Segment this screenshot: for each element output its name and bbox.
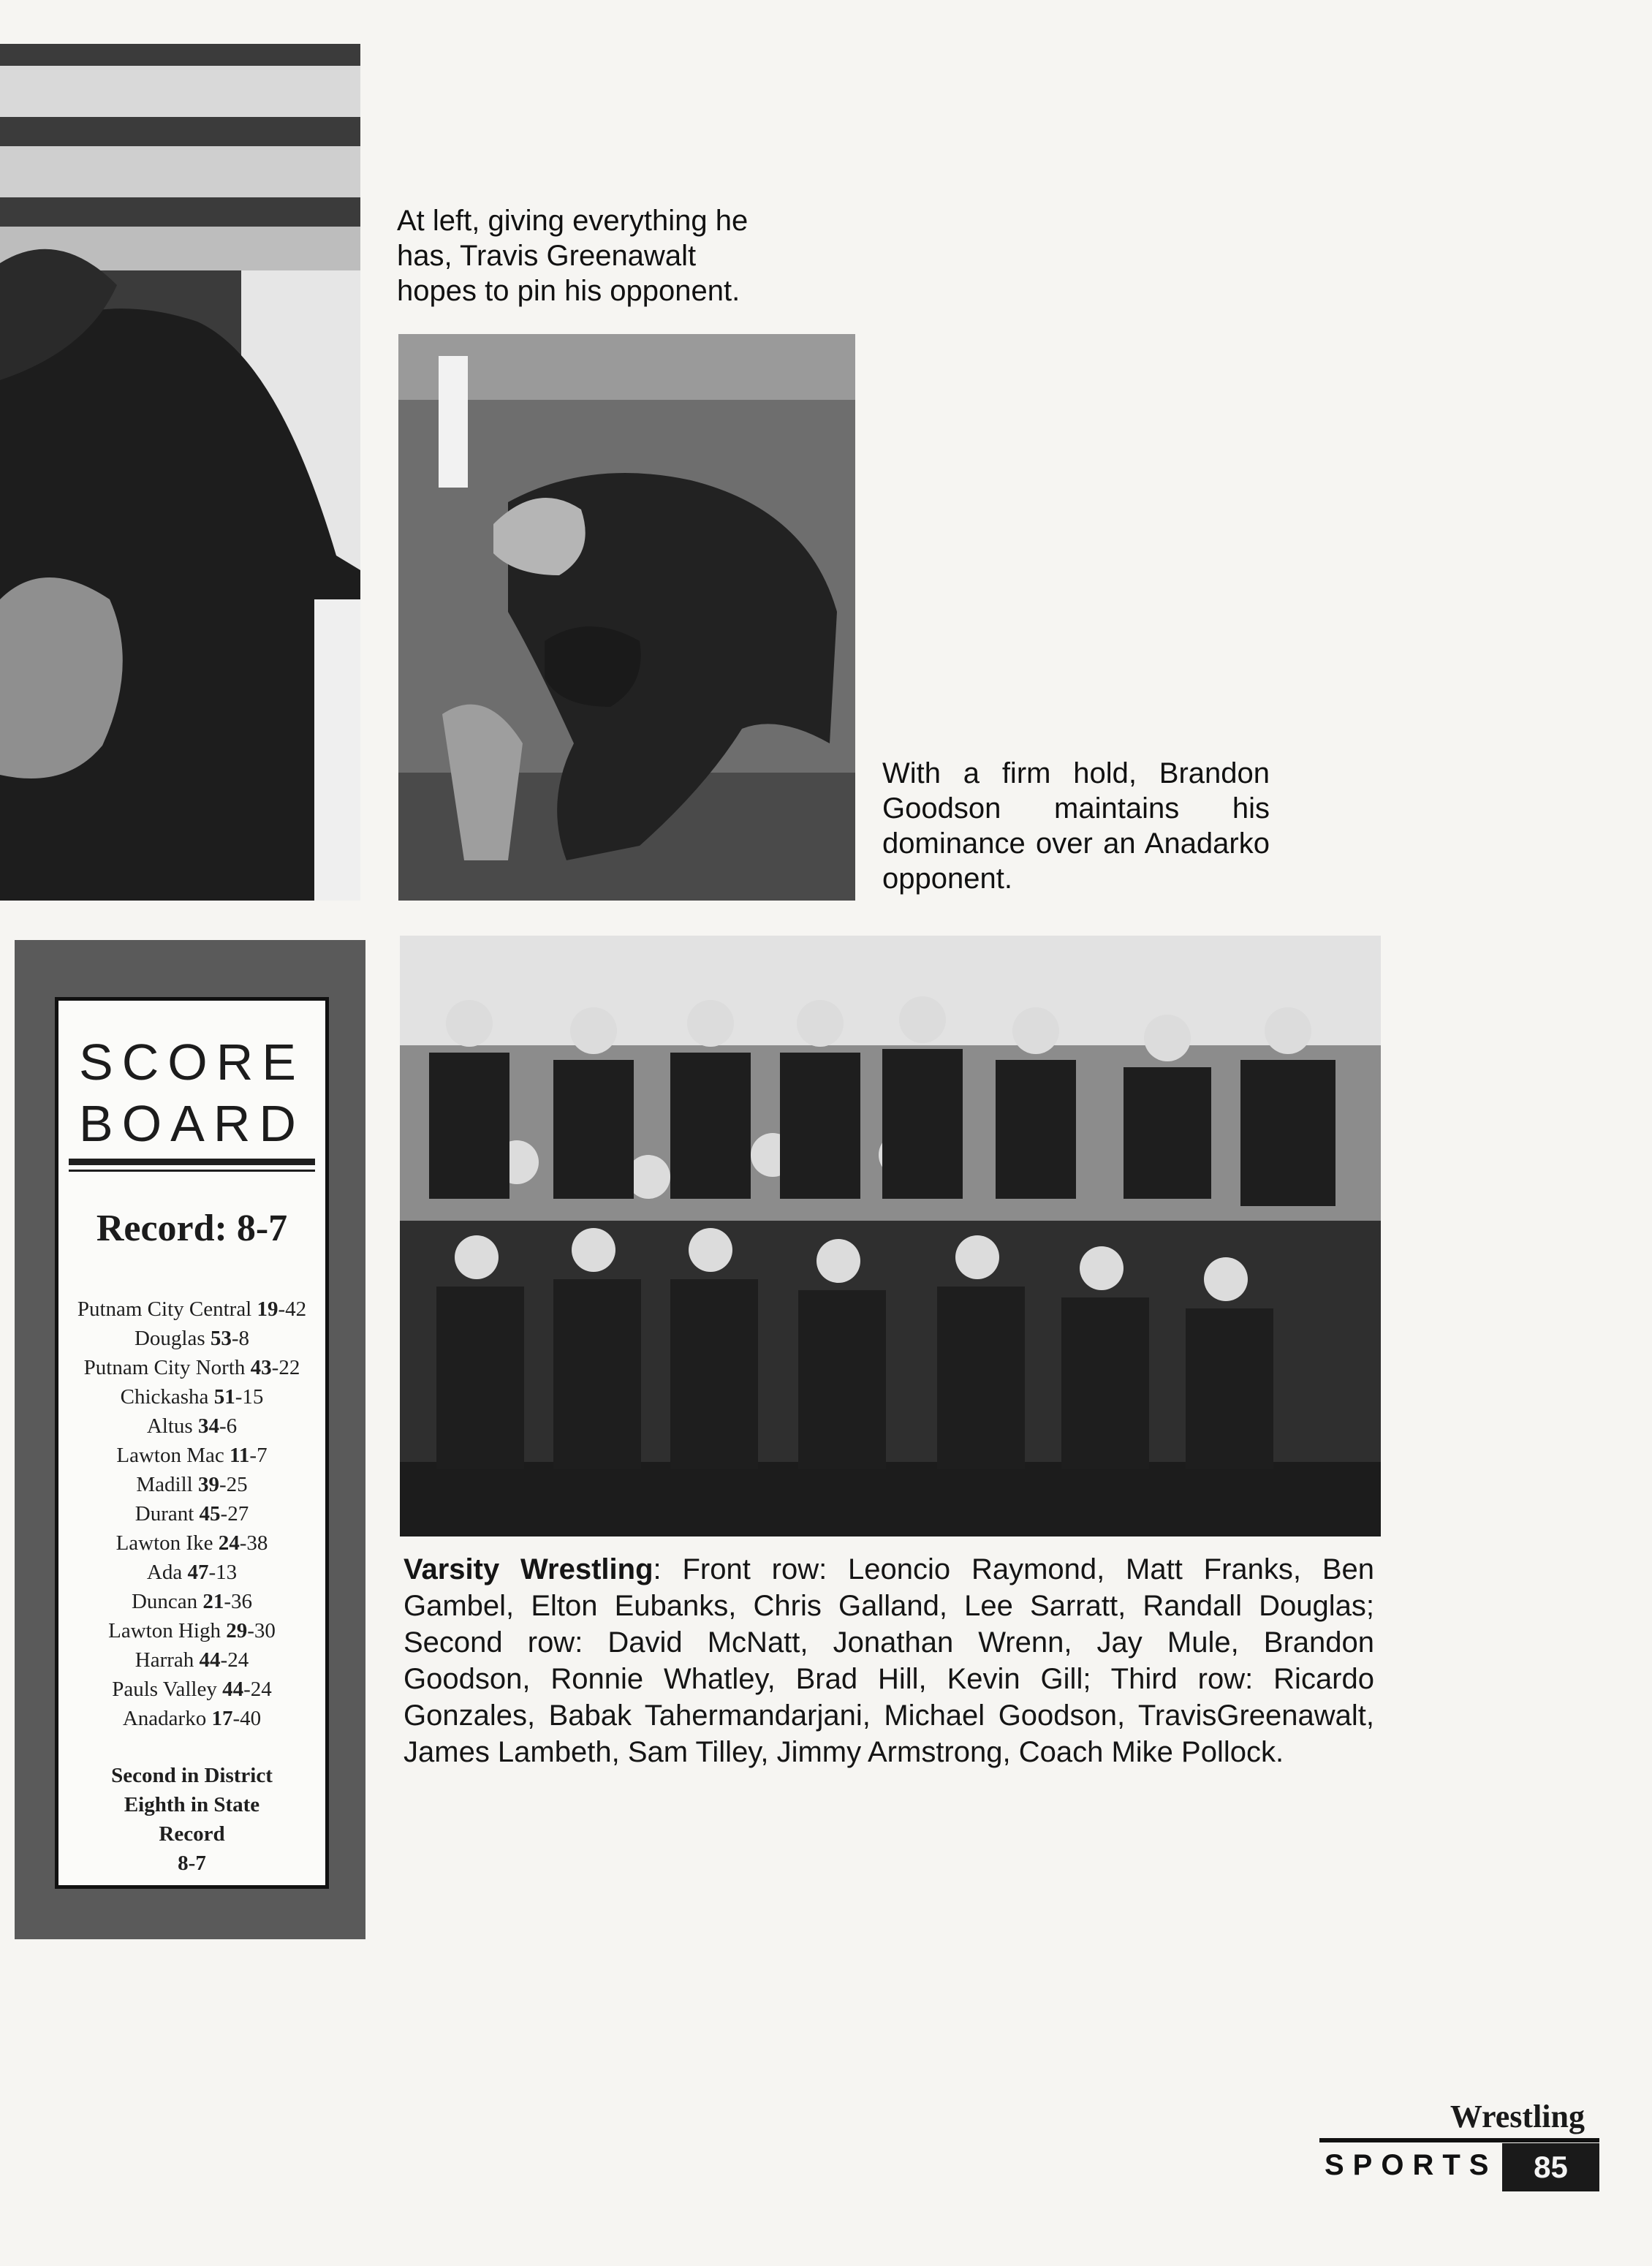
- game-opponent: Harrah: [134, 1648, 194, 1672]
- game-opponent: Durant: [134, 1502, 194, 1526]
- game-opponent: Chickasha: [120, 1385, 209, 1409]
- season-summary: [58, 1761, 325, 1878]
- game-our-score: 44: [222, 1678, 244, 1701]
- game-result: [58, 1587, 325, 1616]
- game-opponent: Douglas: [134, 1327, 205, 1350]
- game-our-score: 11: [230, 1444, 250, 1467]
- wrestling-action-photo: [398, 334, 855, 901]
- game-opponent: Pauls Valley: [112, 1678, 217, 1701]
- scoreboard-title-line1: SCORE: [79, 1034, 305, 1091]
- game-opponent: Lawton Ike: [115, 1531, 213, 1555]
- game-our-score: 44: [199, 1648, 221, 1672]
- game-our-score: 53: [210, 1327, 232, 1350]
- game-our-score: 17: [211, 1707, 233, 1730]
- game-opponent: Altus: [146, 1414, 193, 1438]
- varsity-wrestling-team-photo: [400, 936, 1381, 1536]
- game-their-score: -40: [232, 1707, 262, 1730]
- summary-line: 8-7: [178, 1852, 206, 1875]
- game-their-score: -25: [219, 1473, 248, 1496]
- scoreboard-title: [58, 1031, 325, 1154]
- wrestler-photo-left: [0, 44, 360, 901]
- game-their-score: -36: [224, 1590, 253, 1613]
- game-result: [58, 1616, 325, 1645]
- game-result: [58, 1528, 325, 1558]
- game-result: [58, 1411, 325, 1441]
- scoreboard-rule-thin: [69, 1170, 315, 1172]
- game-our-score: 45: [199, 1502, 221, 1526]
- caption-middle: With a firm hold, Brandon Goodson maintains his dominance over an Anadarko opponent.: [882, 757, 1270, 895]
- page-number-box: [1502, 2143, 1599, 2191]
- game-opponent: Lawton Mac: [116, 1444, 224, 1467]
- game-opponent: Anadarko: [122, 1707, 207, 1730]
- summary-line: Eighth in State: [124, 1793, 260, 1816]
- game-our-score: 34: [197, 1414, 219, 1438]
- game-our-score: 21: [202, 1590, 224, 1613]
- game-opponent: Ada: [146, 1561, 183, 1584]
- game-our-score: 47: [187, 1561, 209, 1584]
- game-result: [58, 1382, 325, 1411]
- game-opponent: Putnam City Central: [77, 1297, 252, 1321]
- summary-line: Second in District: [111, 1764, 273, 1787]
- game-their-score: -6: [219, 1414, 238, 1438]
- game-result: [58, 1675, 325, 1704]
- game-result: [58, 1470, 325, 1499]
- game-our-score: 24: [218, 1531, 240, 1555]
- game-result: [58, 1499, 325, 1528]
- team-caption: [403, 1551, 1374, 1770]
- sports-label: SPORTS: [1325, 2149, 1498, 2181]
- game-result: [58, 1353, 325, 1382]
- game-result: [58, 1295, 325, 1324]
- game-their-score: -38: [239, 1531, 268, 1555]
- team-caption-text: : Front row: Leoncio Raymond, Matt Franks, Ben Gambel, Elton Eubanks, Chris Galland, Lee Sarratt, Randall Douglas; Second row: David McNatt, Jonathan Wrenn, Jay Mule, Brandon Goodson, Ronnie Whatley, Brad Hill, Kevin Gill; Third row: Ricardo Gonzales, Babak Tahermandarjani, Michael Goodson, TravisGreenawalt, James Lambeth, Sam Tilley, Jimmy Armstrong, Coach Mike Pollock.: [403, 1553, 1375, 1768]
- game-opponent: Madill: [136, 1473, 193, 1496]
- game-their-score: -24: [220, 1648, 249, 1672]
- game-result: [58, 1441, 325, 1470]
- game-our-score: 19: [257, 1297, 279, 1321]
- game-our-score: 43: [250, 1356, 272, 1379]
- game-their-score: -27: [220, 1502, 249, 1526]
- team-caption-label: Varsity Wrestling: [403, 1553, 653, 1585]
- game-result: [58, 1704, 325, 1733]
- summary-line: Record: [159, 1822, 225, 1846]
- game-opponent: Lawton High: [108, 1619, 221, 1642]
- scoreboard: [55, 997, 329, 1889]
- footer-rule: [1319, 2138, 1599, 2142]
- game-their-score: -13: [208, 1561, 238, 1584]
- game-result: [58, 1558, 325, 1587]
- caption-top: At left, giving everything he has, Travis Greenawalt hopes to pin his opponent.: [397, 205, 749, 307]
- page-number: 85: [1534, 2150, 1568, 2184]
- game-opponent: Putnam City North: [83, 1356, 246, 1379]
- section-title: Wrestling: [1450, 2099, 1585, 2134]
- game-result: [58, 1324, 325, 1353]
- scoreboard-rule-thick: [69, 1159, 315, 1165]
- game-our-score: 39: [197, 1473, 219, 1496]
- game-their-score: -15: [235, 1385, 264, 1409]
- game-their-score: -7: [249, 1444, 268, 1467]
- game-their-score: -22: [271, 1356, 300, 1379]
- game-their-score: -24: [243, 1678, 272, 1701]
- game-results-list: [58, 1295, 325, 1733]
- game-their-score: -8: [231, 1327, 250, 1350]
- game-their-score: -42: [278, 1297, 307, 1321]
- scoreboard-title-line2: BOARD: [79, 1095, 305, 1152]
- game-result: [58, 1645, 325, 1675]
- game-our-score: 29: [226, 1619, 248, 1642]
- game-their-score: -30: [247, 1619, 276, 1642]
- game-our-score: 51: [213, 1385, 235, 1409]
- record-heading: Record: 8-7: [96, 1208, 288, 1249]
- game-opponent: Duncan: [131, 1590, 198, 1613]
